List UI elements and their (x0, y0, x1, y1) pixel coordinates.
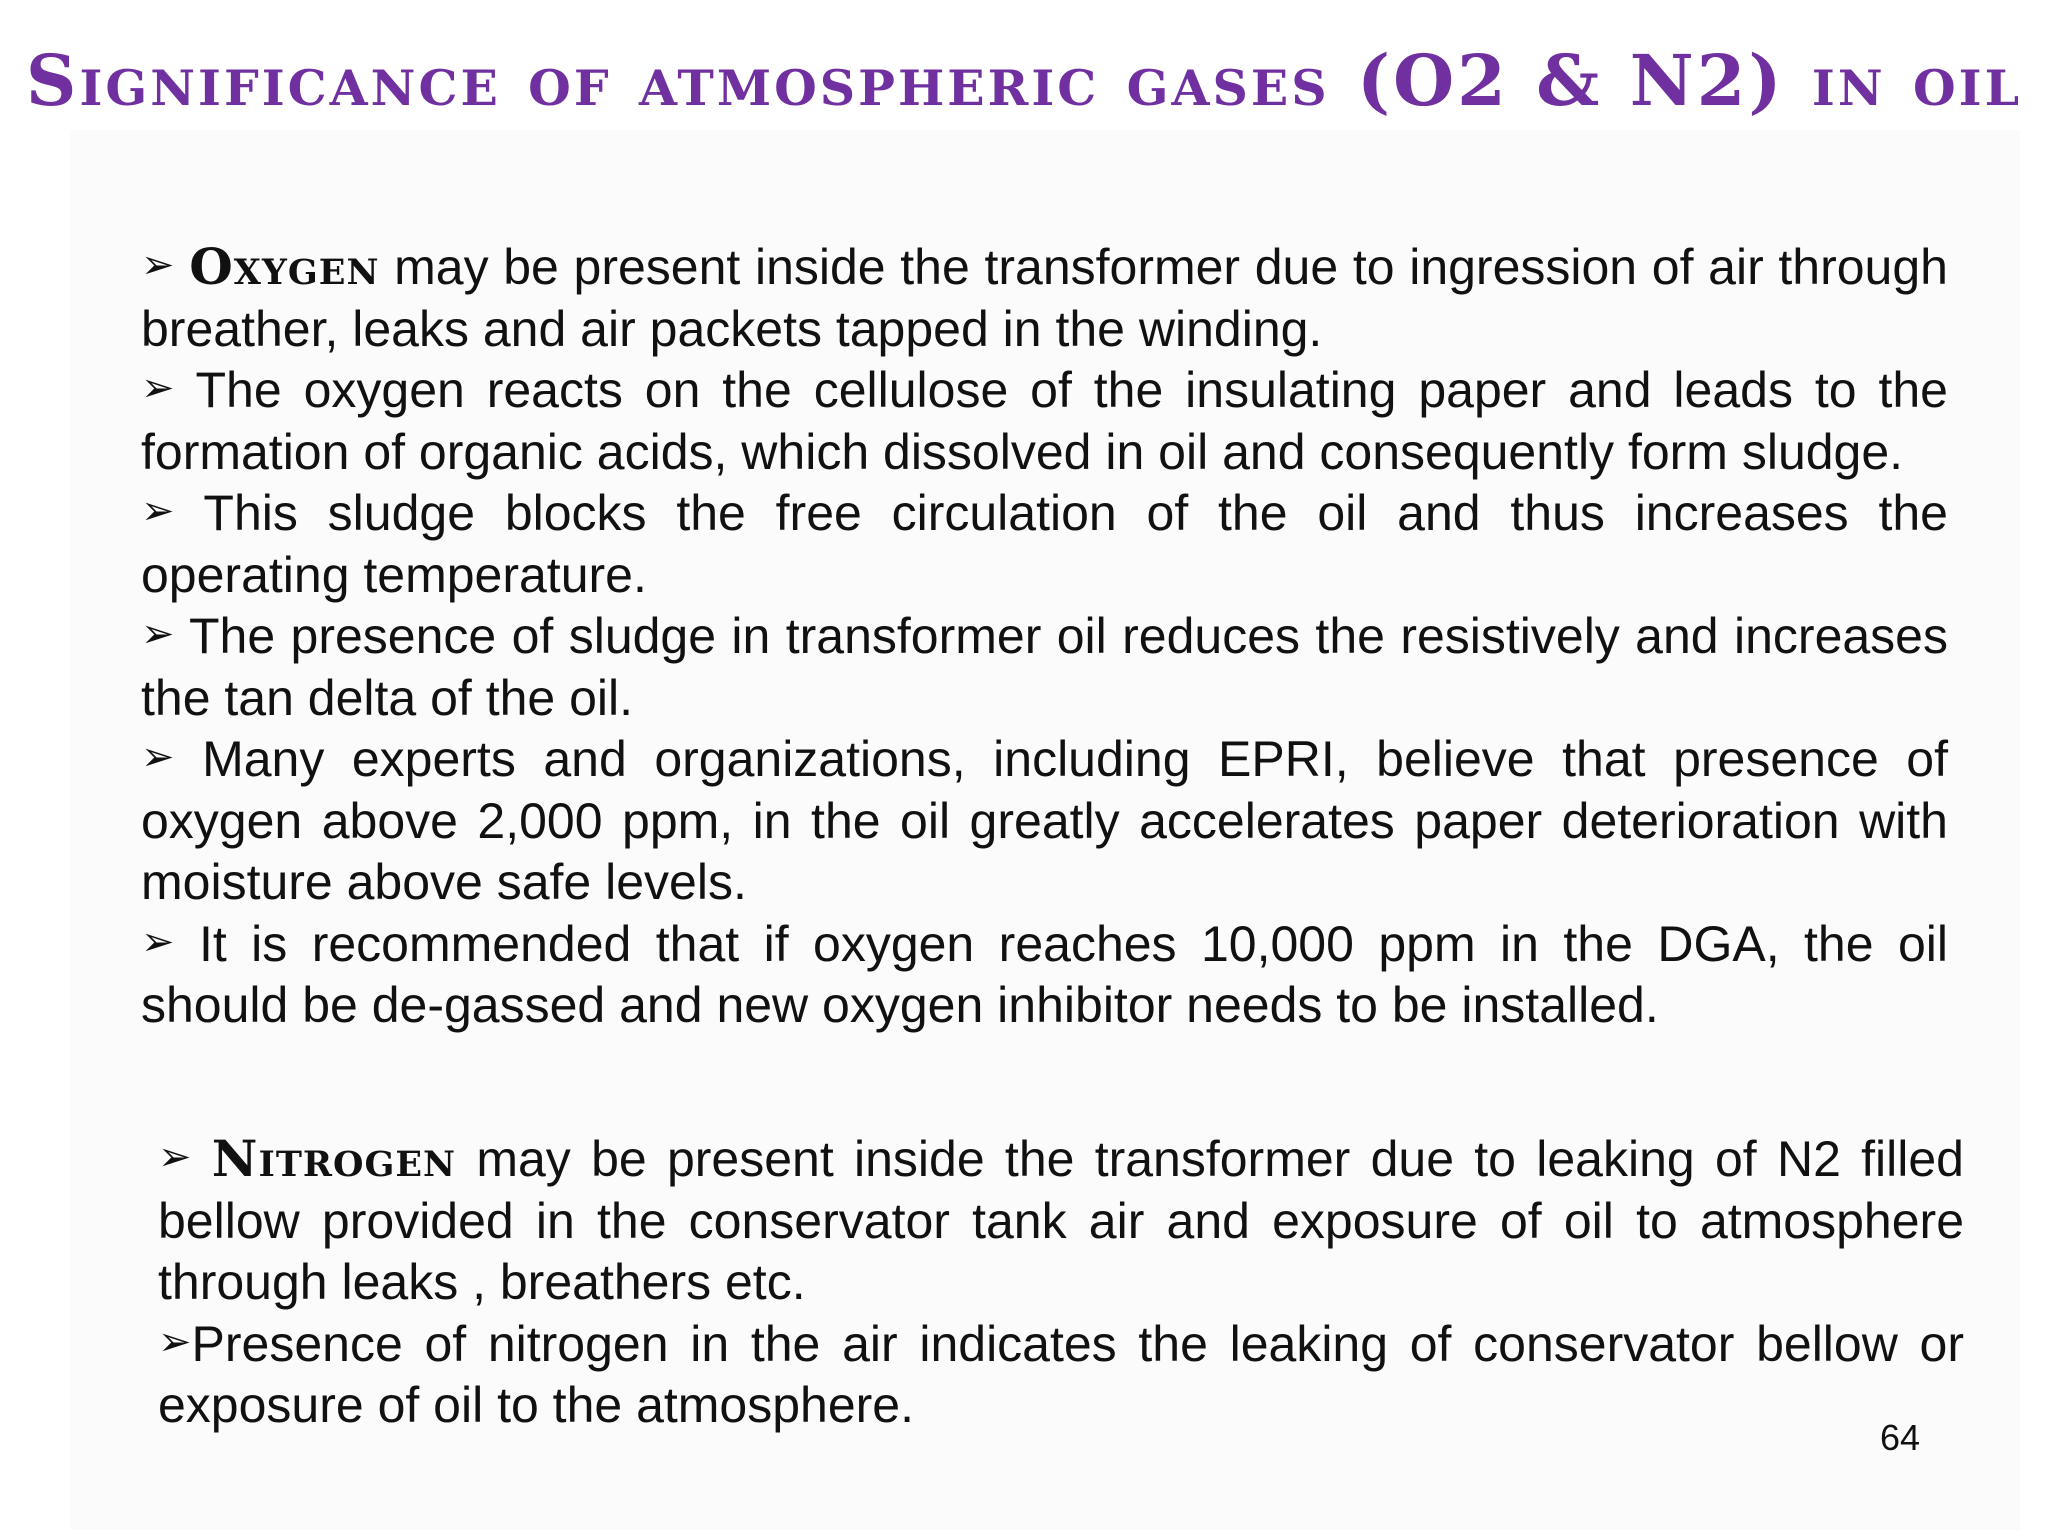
bullet-text: The oxygen reacts on the cellulose of the insulating paper and leads to the formation of organic acids, which dissolved in oil and consequently form sludge. (141, 362, 1948, 480)
bullet-text: Presence of nitrogen in the air indicates the leaking of conservator bellow or exposure of oil to the atmosphere. (158, 1315, 1964, 1433)
bullet-item (158, 1128, 1964, 1314)
bullet-item (141, 483, 1948, 606)
bullet-item (141, 236, 1948, 360)
arrow-bullet-icon: ➢ (141, 365, 175, 411)
slide-title: Significance of atmospheric gases (O2 & N2) in oil (25, 39, 2023, 122)
arrow-bullet-icon: ➢ (141, 611, 175, 657)
arrow-bullet-icon: ➢ (141, 918, 175, 965)
page-number: 64 (1880, 1417, 1921, 1458)
bullet-item (141, 729, 1948, 914)
bullet-text: The presence of sludge in transformer oil reduces the resistively and increases the tan delta of the oil. (141, 608, 1948, 726)
bullet-item (141, 360, 1948, 483)
arrow-bullet-icon: ➢ (141, 488, 175, 534)
bullet-text: It is recommended that if oxygen reaches 10,000 ppm in the DGA, the oil should be de-gassed and new oxygen inhibitor needs to be installed. (141, 915, 1948, 1033)
bullet-keyword: Oxygen (189, 237, 380, 296)
bullet-item (141, 606, 1948, 729)
bullet-keyword: Nitrogen (211, 1129, 457, 1188)
bullet-item (158, 1314, 1964, 1437)
bullet-item (141, 914, 1948, 1037)
arrow-bullet-icon: ➢ (158, 1318, 192, 1365)
arrow-bullet-icon: ➢ (141, 242, 175, 288)
bullet-text: Many experts and organizations, including EPRI, believe that presence of oxygen above 2,000 ppm, in the oil greatly accelerates paper deterioration with moisture above safe levels. (141, 731, 1948, 910)
bullet-text: may be present inside the transformer due to leaking of N2 filled bellow provided in the conservator tank air and exposure of oil to atmosphere through leaks , breathers etc. (158, 1131, 1964, 1310)
arrow-bullet-icon: ➢ (158, 1134, 192, 1180)
bullet-text: may be present inside the transformer due to ingression of air through breather, leaks and air packets tapped in the winding. (141, 239, 1948, 357)
arrow-bullet-icon: ➢ (141, 734, 175, 780)
bullet-text: This sludge blocks the free circulation of the oil and thus increases the operating temperature. (141, 485, 1948, 603)
oxygen-bullet-list (141, 236, 1948, 1037)
nitrogen-bullet-list (158, 1128, 1964, 1437)
